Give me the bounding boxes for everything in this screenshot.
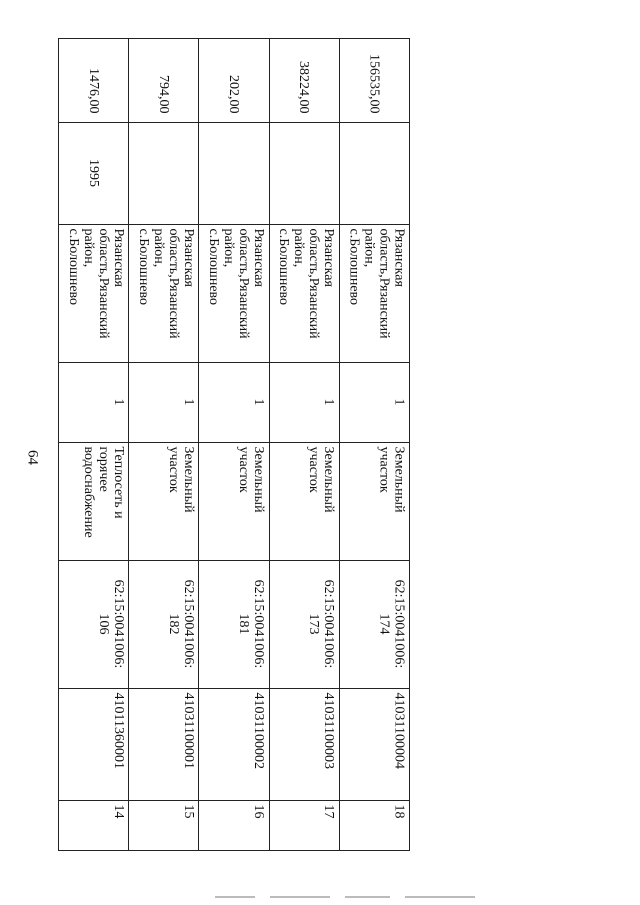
page-number: 64 <box>24 450 41 465</box>
value-cell: 1476,00 <box>59 39 129 123</box>
value-cell: 202,00 <box>199 39 269 123</box>
address-cell: Рязанская область,Рязанский район, с.Болошнево <box>129 225 199 363</box>
value-cell: 38224,00 <box>269 39 339 123</box>
table-row <box>339 39 409 851</box>
object-name-cell: Земельный участок <box>129 443 199 561</box>
quantity-cell: 1 <box>269 363 339 443</box>
year-cell <box>129 123 199 225</box>
row-number-cell: 17 <box>269 801 339 851</box>
quantity-cell: 1 <box>129 363 199 443</box>
table-row <box>269 39 339 851</box>
row-number-cell: 15 <box>129 801 199 851</box>
registry-number-cell: 41031100003 <box>269 689 339 801</box>
registry-number-cell: 41031100002 <box>199 689 269 801</box>
property-table <box>58 38 410 851</box>
object-name-cell: Земельный участок <box>269 443 339 561</box>
table-row <box>59 39 129 851</box>
object-name-cell: Земельный участок <box>199 443 269 561</box>
year-cell <box>339 123 409 225</box>
quantity-cell: 1 <box>339 363 409 443</box>
object-name-cell: Теплосеть и горячее водоснабжение <box>59 443 129 561</box>
value-cell: 156535,00 <box>339 39 409 123</box>
quantity-cell: 1 <box>199 363 269 443</box>
address-cell: Рязанская область,Рязанский район, с.Болошнево <box>269 225 339 363</box>
rotated-table-container <box>58 38 410 850</box>
cadastral-number-cell: 62:15:0041006: 174 <box>339 561 409 689</box>
row-number-cell: 16 <box>199 801 269 851</box>
year-cell <box>269 123 339 225</box>
cadastral-number-cell: 62:15:0041006: 181 <box>199 561 269 689</box>
table-row <box>199 39 269 851</box>
year-cell: 1995 <box>59 123 129 225</box>
registry-number-cell: 41031100004 <box>339 689 409 801</box>
value-cell: 794,00 <box>129 39 199 123</box>
row-number-cell: 14 <box>59 801 129 851</box>
registry-number-cell: 41011360001 <box>59 689 129 801</box>
row-number-cell: 18 <box>339 801 409 851</box>
cadastral-number-cell: 62:15:0041006: 173 <box>269 561 339 689</box>
year-cell <box>199 123 269 225</box>
registry-number-cell: 41031100001 <box>129 689 199 801</box>
cadastral-number-cell: 62:15:0041006: 182 <box>129 561 199 689</box>
quantity-cell: 1 <box>59 363 129 443</box>
scan-marks <box>215 893 505 901</box>
address-cell: Рязанская область,Рязанский район, с.Болошнево <box>59 225 129 363</box>
table-row <box>129 39 199 851</box>
address-cell: Рязанская область,Рязанский район, с.Болошнево <box>339 225 409 363</box>
address-cell: Рязанская область,Рязанский район, с.Болошнево <box>199 225 269 363</box>
object-name-cell: Земельный участок <box>339 443 409 561</box>
cadastral-number-cell: 62:15:0041006: 106 <box>59 561 129 689</box>
